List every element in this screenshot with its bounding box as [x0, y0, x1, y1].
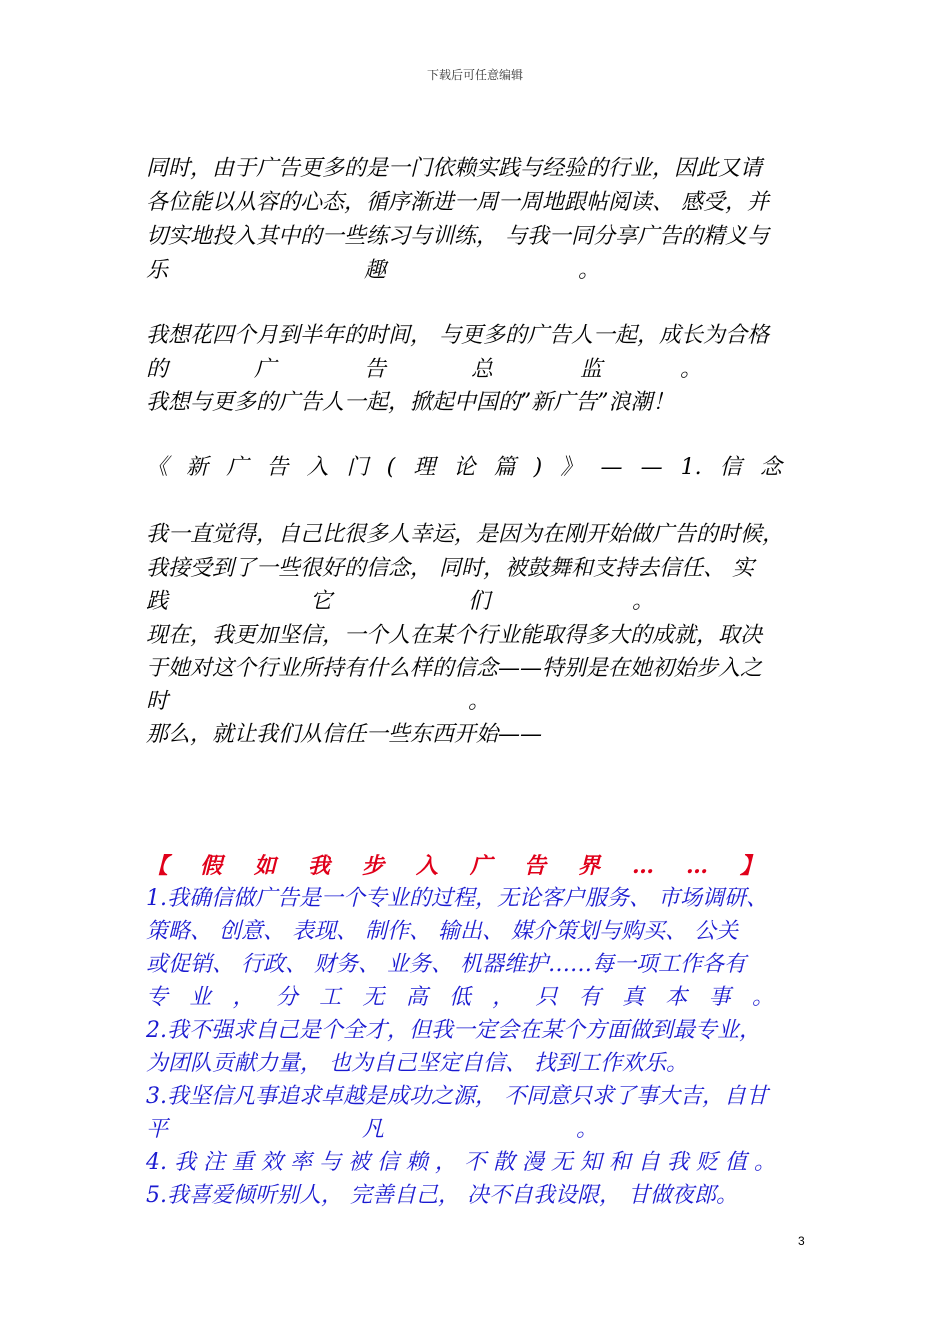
p2-line-2	[146, 353, 810, 387]
word: 本	[665, 985, 688, 1010]
word: 如	[254, 853, 277, 879]
word: (	[386, 455, 396, 480]
word: 步	[362, 853, 385, 879]
word: 告	[524, 853, 547, 879]
word: 趣	[364, 258, 387, 283]
p1-line-3: 切实地投入其中的一些练习与训练， 与我一同分享广告的精义与	[146, 224, 769, 249]
word: 界	[578, 853, 601, 879]
word: 新	[186, 455, 209, 480]
p3-line-2: 我接受到了一些很好的信念， 同时，被鼓舞和支持去信任、 实	[146, 556, 754, 581]
word: 。	[632, 589, 655, 614]
list-item-2-line-2: 为团队贡献力量， 也为自己坚定自信、 找到工作欢乐。	[146, 1051, 688, 1076]
p1-line-1: 同时，由于广告更多的是一门依赖实践与经验的行业，因此又请	[146, 156, 763, 181]
word: 真	[622, 985, 645, 1010]
word: 无	[362, 985, 385, 1010]
p2-line-1: 我想花四个月到半年的时间， 与更多的广告人一起，成长为合格	[146, 323, 769, 348]
word: 广	[470, 853, 493, 879]
word: 分	[275, 985, 298, 1010]
word: 假	[200, 853, 223, 879]
word: 事	[708, 985, 731, 1010]
word: 信	[719, 455, 742, 480]
word: 业	[189, 985, 212, 1010]
word: 乐	[146, 258, 169, 283]
word: ，	[232, 985, 255, 1010]
word: 广	[254, 357, 277, 382]
word: 《	[146, 455, 169, 480]
word: 平	[146, 1117, 169, 1142]
word: 时	[146, 689, 169, 714]
word: 》	[560, 455, 583, 480]
p2-line-3: 我想与更多的广告人一起，掀起中国的”新广告”浪潮！	[146, 390, 675, 415]
page-number: 3	[798, 1234, 805, 1248]
list-item-4: 4. 我 注 重 效 率 与 被 信 赖 ， 不 散 漫 无 知 和 自 我 贬 值 。	[146, 1150, 776, 1175]
p1-line-2: 各位能以从容的心态，循序渐进一周一周地跟帖阅读、 感受，并	[146, 190, 769, 215]
word: 有	[578, 985, 601, 1010]
word: 凡	[362, 1117, 385, 1142]
p3-line-3	[146, 585, 810, 619]
word: 工	[319, 985, 342, 1010]
page-header: 下载后可任意编辑	[426, 68, 523, 82]
word: 论	[453, 455, 476, 480]
word: —	[640, 455, 663, 480]
word: 入	[416, 853, 439, 879]
word: 门	[346, 455, 369, 480]
word: 理	[413, 455, 436, 480]
list-item-1-line-4	[146, 981, 774, 1015]
word: 。	[751, 985, 774, 1010]
word: 。	[468, 689, 491, 714]
list-item-1-line-2: 策略、 创意、 表现、 制作、 输出、 媒介策划与购买、 公关	[146, 919, 738, 944]
word: )	[533, 455, 543, 480]
word: 总	[471, 357, 494, 382]
word: 它	[310, 589, 333, 614]
p3-line-5: 于她对这个行业所持有什么样的信念——特别是在她初始步入之	[146, 656, 763, 681]
word: 践	[146, 589, 169, 614]
word: 。	[578, 258, 601, 283]
word: 】	[739, 853, 762, 879]
list-item-1-line-3: 或促销、 行政、 财务、 业务、 机器维护……每一项工作各有	[146, 952, 746, 977]
word: 告	[266, 455, 289, 480]
word: 我	[308, 853, 331, 879]
word: 的	[146, 357, 169, 382]
word: 们	[468, 589, 491, 614]
word: —	[600, 455, 623, 480]
list-item-3-line-2	[146, 1113, 810, 1147]
word: 入	[306, 455, 329, 480]
word: 高	[405, 985, 428, 1010]
word: 1.	[680, 455, 702, 480]
word: 监	[580, 357, 603, 382]
p3-line-4: 现在，我更加坚信，一个人在某个行业能取得多大的成就，取决	[146, 623, 763, 648]
list-item-1-line-1: 1.我确信做广告是一个专业的过程，无论客户服务、 市场调研、	[146, 886, 768, 911]
word: …	[632, 853, 654, 879]
word: 告	[364, 357, 387, 382]
word: 【	[146, 853, 169, 879]
article-title	[146, 451, 782, 485]
word: 。	[680, 357, 703, 382]
word: 低	[448, 985, 471, 1010]
word: 篇	[493, 455, 516, 480]
word: 广	[226, 455, 249, 480]
word: 只	[535, 985, 558, 1010]
list-item-2-line-1: 2.我不强求自己是个全才，但我一定会在某个方面做到最专业，	[146, 1018, 761, 1043]
word: …	[685, 853, 708, 879]
word: 。	[576, 1117, 599, 1142]
word: 念	[759, 455, 782, 480]
p3-line-6	[146, 685, 810, 719]
list-item-3-line-1: 3.我坚信凡事追求卓越是成功之源， 不同意只求了事大吉，自甘	[146, 1084, 768, 1109]
section-heading	[146, 849, 762, 883]
word: ，	[492, 985, 515, 1010]
word: 专	[146, 985, 169, 1010]
p3-line-7: 那么，就让我们从信任一些东西开始——	[146, 722, 543, 747]
list-item-5: 5.我喜爱倾听别人， 完善自己， 决不自我设限， 甘做夜郎。	[146, 1183, 738, 1208]
p1-line-4	[146, 254, 810, 288]
p3-line-1: 我一直觉得，自己比很多人幸运，是因为在刚开始做广告的时候，	[146, 522, 785, 547]
